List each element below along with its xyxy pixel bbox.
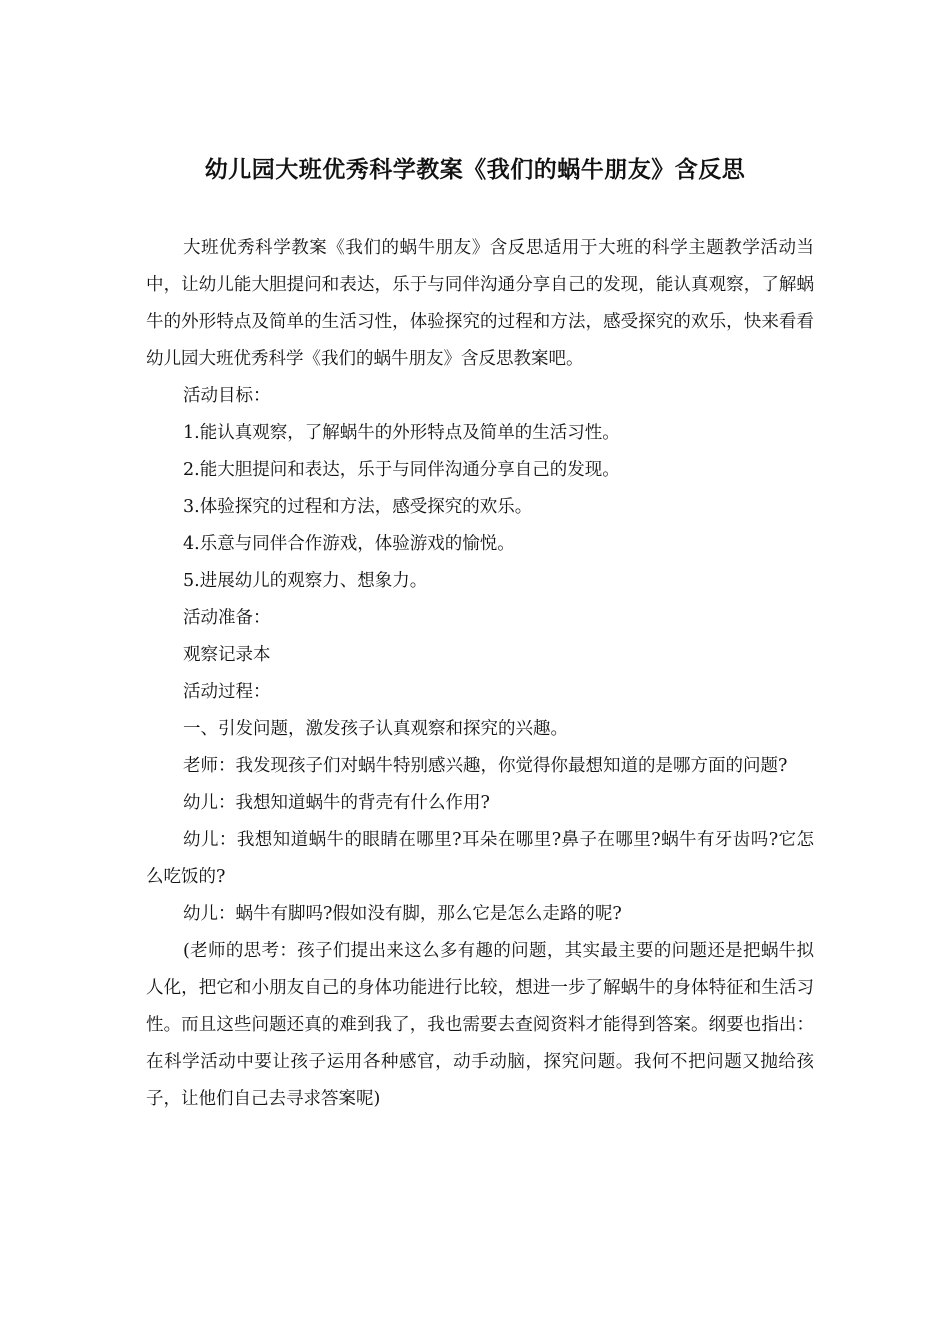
goal-item-4: 4.乐意与同伴合作游戏，体验游戏的愉悦。	[183, 534, 515, 554]
child-answer-1: 幼儿：我想知道蜗牛的背壳有什么作用?	[183, 793, 490, 813]
goals-heading: 活动目标：	[183, 386, 271, 406]
prep-heading: 活动准备：	[183, 608, 271, 628]
child-answer-2: 幼儿：我想知道蜗牛的眼睛在哪里?耳朵在哪里?鼻子在哪里?蜗牛有牙齿吗?它怎么吃饭的?	[146, 830, 814, 887]
goal-item-2: 2.能大胆提问和表达，乐于与同伴沟通分享自己的发现。	[183, 460, 620, 480]
child-answer-3: 幼儿：蜗牛有脚吗?假如没有脚，那么它是怎么走路的呢?	[183, 904, 622, 924]
document-body	[146, 230, 814, 1118]
goal-item-3: 3.体验探究的过程和方法，感受探究的欢乐。	[183, 497, 533, 517]
process-heading: 活动过程：	[183, 682, 271, 702]
document-title: 幼儿园大班优秀科学教案《我们的蜗牛朋友》含反思	[204, 157, 746, 183]
teacher-reflection: (老师的思考：孩子们提出来这么多有趣的问题，其实最主要的问题还是把蜗牛拟人化，把它和小朋友自己的身体功能进行比较，想进一步了解蜗牛的身体特征和生活习性。而且这些问题还真的难到我了，我也需要去查阅资料才能得到答案。纲要也指出：在科学活动中要让孩子运用各种感官，动手动脑，探究问题。我何不把问题又抛给孩子，让他们自己去寻求答案呢)	[146, 941, 814, 1109]
step-1: 一、引发问题，激发孩子认真观察和探究的兴趣。	[183, 719, 568, 739]
goal-item-1: 1.能认真观察，了解蜗牛的外形特点及简单的生活习性。	[183, 423, 620, 443]
teacher-question: 老师：我发现孩子们对蜗牛特别感兴趣，你觉得你最想知道的是哪方面的问题?	[183, 756, 788, 776]
goal-item-5: 5.进展幼儿的观察力、想象力。	[183, 571, 428, 591]
prep-item: 观察记录本	[183, 645, 271, 665]
intro-paragraph: 大班优秀科学教案《我们的蜗牛朋友》含反思适用于大班的科学主题教学活动当中，让幼儿能大胆提问和表达，乐于与同伴沟通分享自己的发现，能认真观察，了解蜗牛的外形特点及简单的生活习性，体验探究的过程和方法，感受探究的欢乐，快来看看幼儿园大班优秀科学《我们的蜗牛朋友》含反思教案吧。	[146, 238, 814, 369]
